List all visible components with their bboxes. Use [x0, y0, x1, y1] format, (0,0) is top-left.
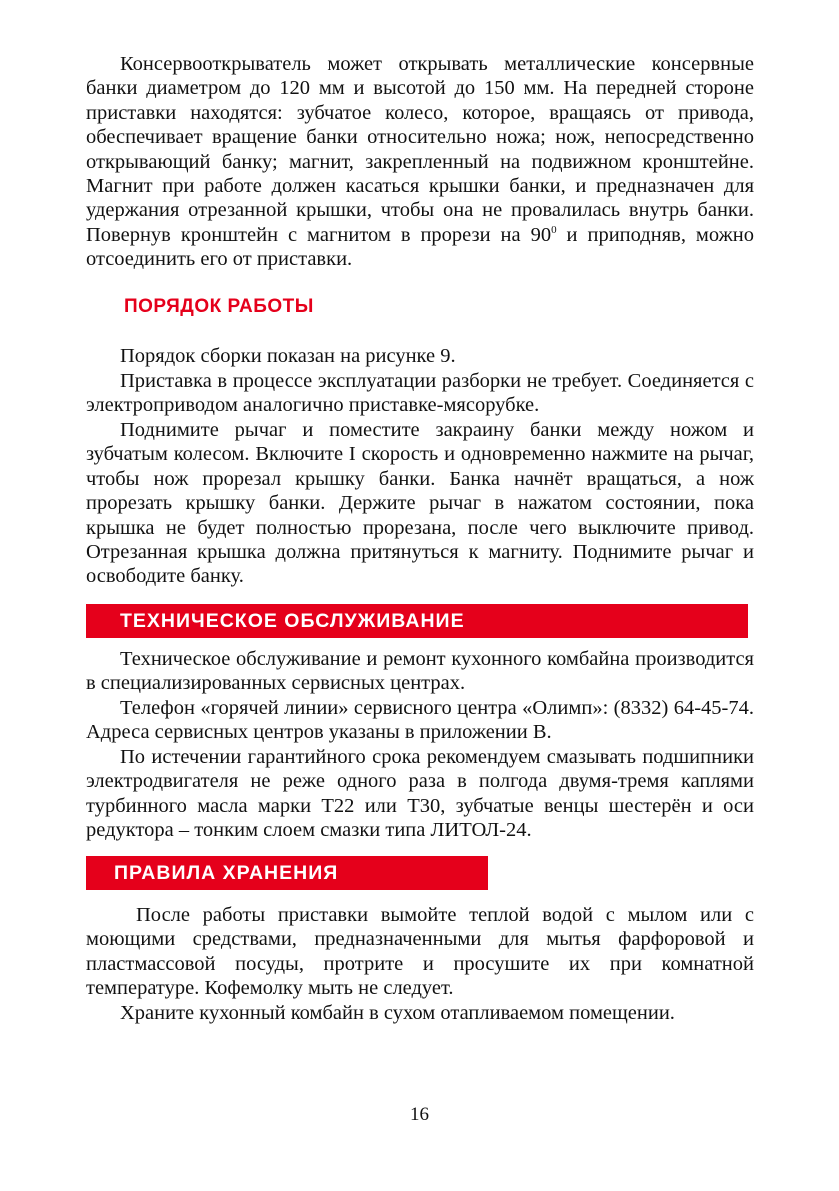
page-number: 16 — [410, 1104, 429, 1125]
storage-paragraph-1: После работы приставки вымойте теплой водой с мылом или с моющими средствами, предназначенными для мытья фарфоровой и пластмассовой посуды, протрите и просушите их при комнатной температуре. Кофемолку мыть не следует. — [86, 904, 754, 1000]
section-storage-title: ПРАВИЛА ХРАНЕНИЯ — [86, 856, 488, 890]
maintenance-paragraph-2: Телефон «горячей линии» сервисного центра «Олимп»: (8332) 64-45-74. Адреса сервисных центров указаны в приложении В. — [86, 697, 754, 744]
degree-superscript: 0 — [551, 224, 557, 237]
operation-paragraph-2: Приставка в процессе эксплуатации разборки не требует. Соединяется с электроприводом аналогично приставке-мясорубке. — [86, 370, 754, 417]
maintenance-paragraph-3: По истечении гарантийного срока рекомендуем смазывать подшипники электродвигателя не реже одного раза в полгода двумя-тремя каплями турбинного масла марки Т22 или Т30, зубчатые венцы шестерён и оси редуктора – тонким слоем смазки типа ЛИТОЛ-24. — [86, 746, 754, 842]
storage-paragraph-2: Храните кухонный комбайн в сухом отапливаемом помещении. — [120, 1002, 675, 1024]
section-maintenance-title: ТЕХНИЧЕСКОЕ ОБСЛУЖИВАНИЕ — [86, 604, 748, 638]
operation-paragraph-3: Поднимите рычаг и поместите закраину банки между ножом и зубчатым колесом. Включите I скорость и одновременно нажмите на рычаг, чтобы нож прорезал крышку банки. Банка начнёт вращаться, а нож прорезать крышку банки. Держите рычаг в нажатом состоянии, пока крышка не будет полностью прорезана, после чего выключите привод. Отрезанная крышка должна притянуться к магниту. Поднимите рычаг и освободите банку. — [86, 419, 754, 588]
section-operation-title: ПОРЯДОК РАБОТЫ — [124, 296, 314, 317]
intro-paragraph: Консервооткрыватель может открывать металлические консервные банки диаметром до 120 мм и высотой до 150 мм. На передней стороне приставки находятся: зубчатое колесо, которое, вращаясь от привода, обеспечивает вращение банки относительно ножа; нож, непосредственно открывающий банку; магнит, закрепленный на подвижном кронштейне. Магнит при работе должен касаться крышки банки, и предназначен для удержания отрезанной крышки, чтобы она не провалилась внутрь банки. Повернув кронштейн с магнитом в прорези на $90^0$ и приподняв, можно отсоединить его от приставки. — [86, 53, 754, 271]
maintenance-paragraph-1: Техническое обслуживание и ремонт кухонного комбайна производится в специализированных сервисных центрах. — [86, 648, 754, 695]
operation-paragraph-1: Порядок сборки показан на рисунке 9. — [120, 345, 456, 367]
